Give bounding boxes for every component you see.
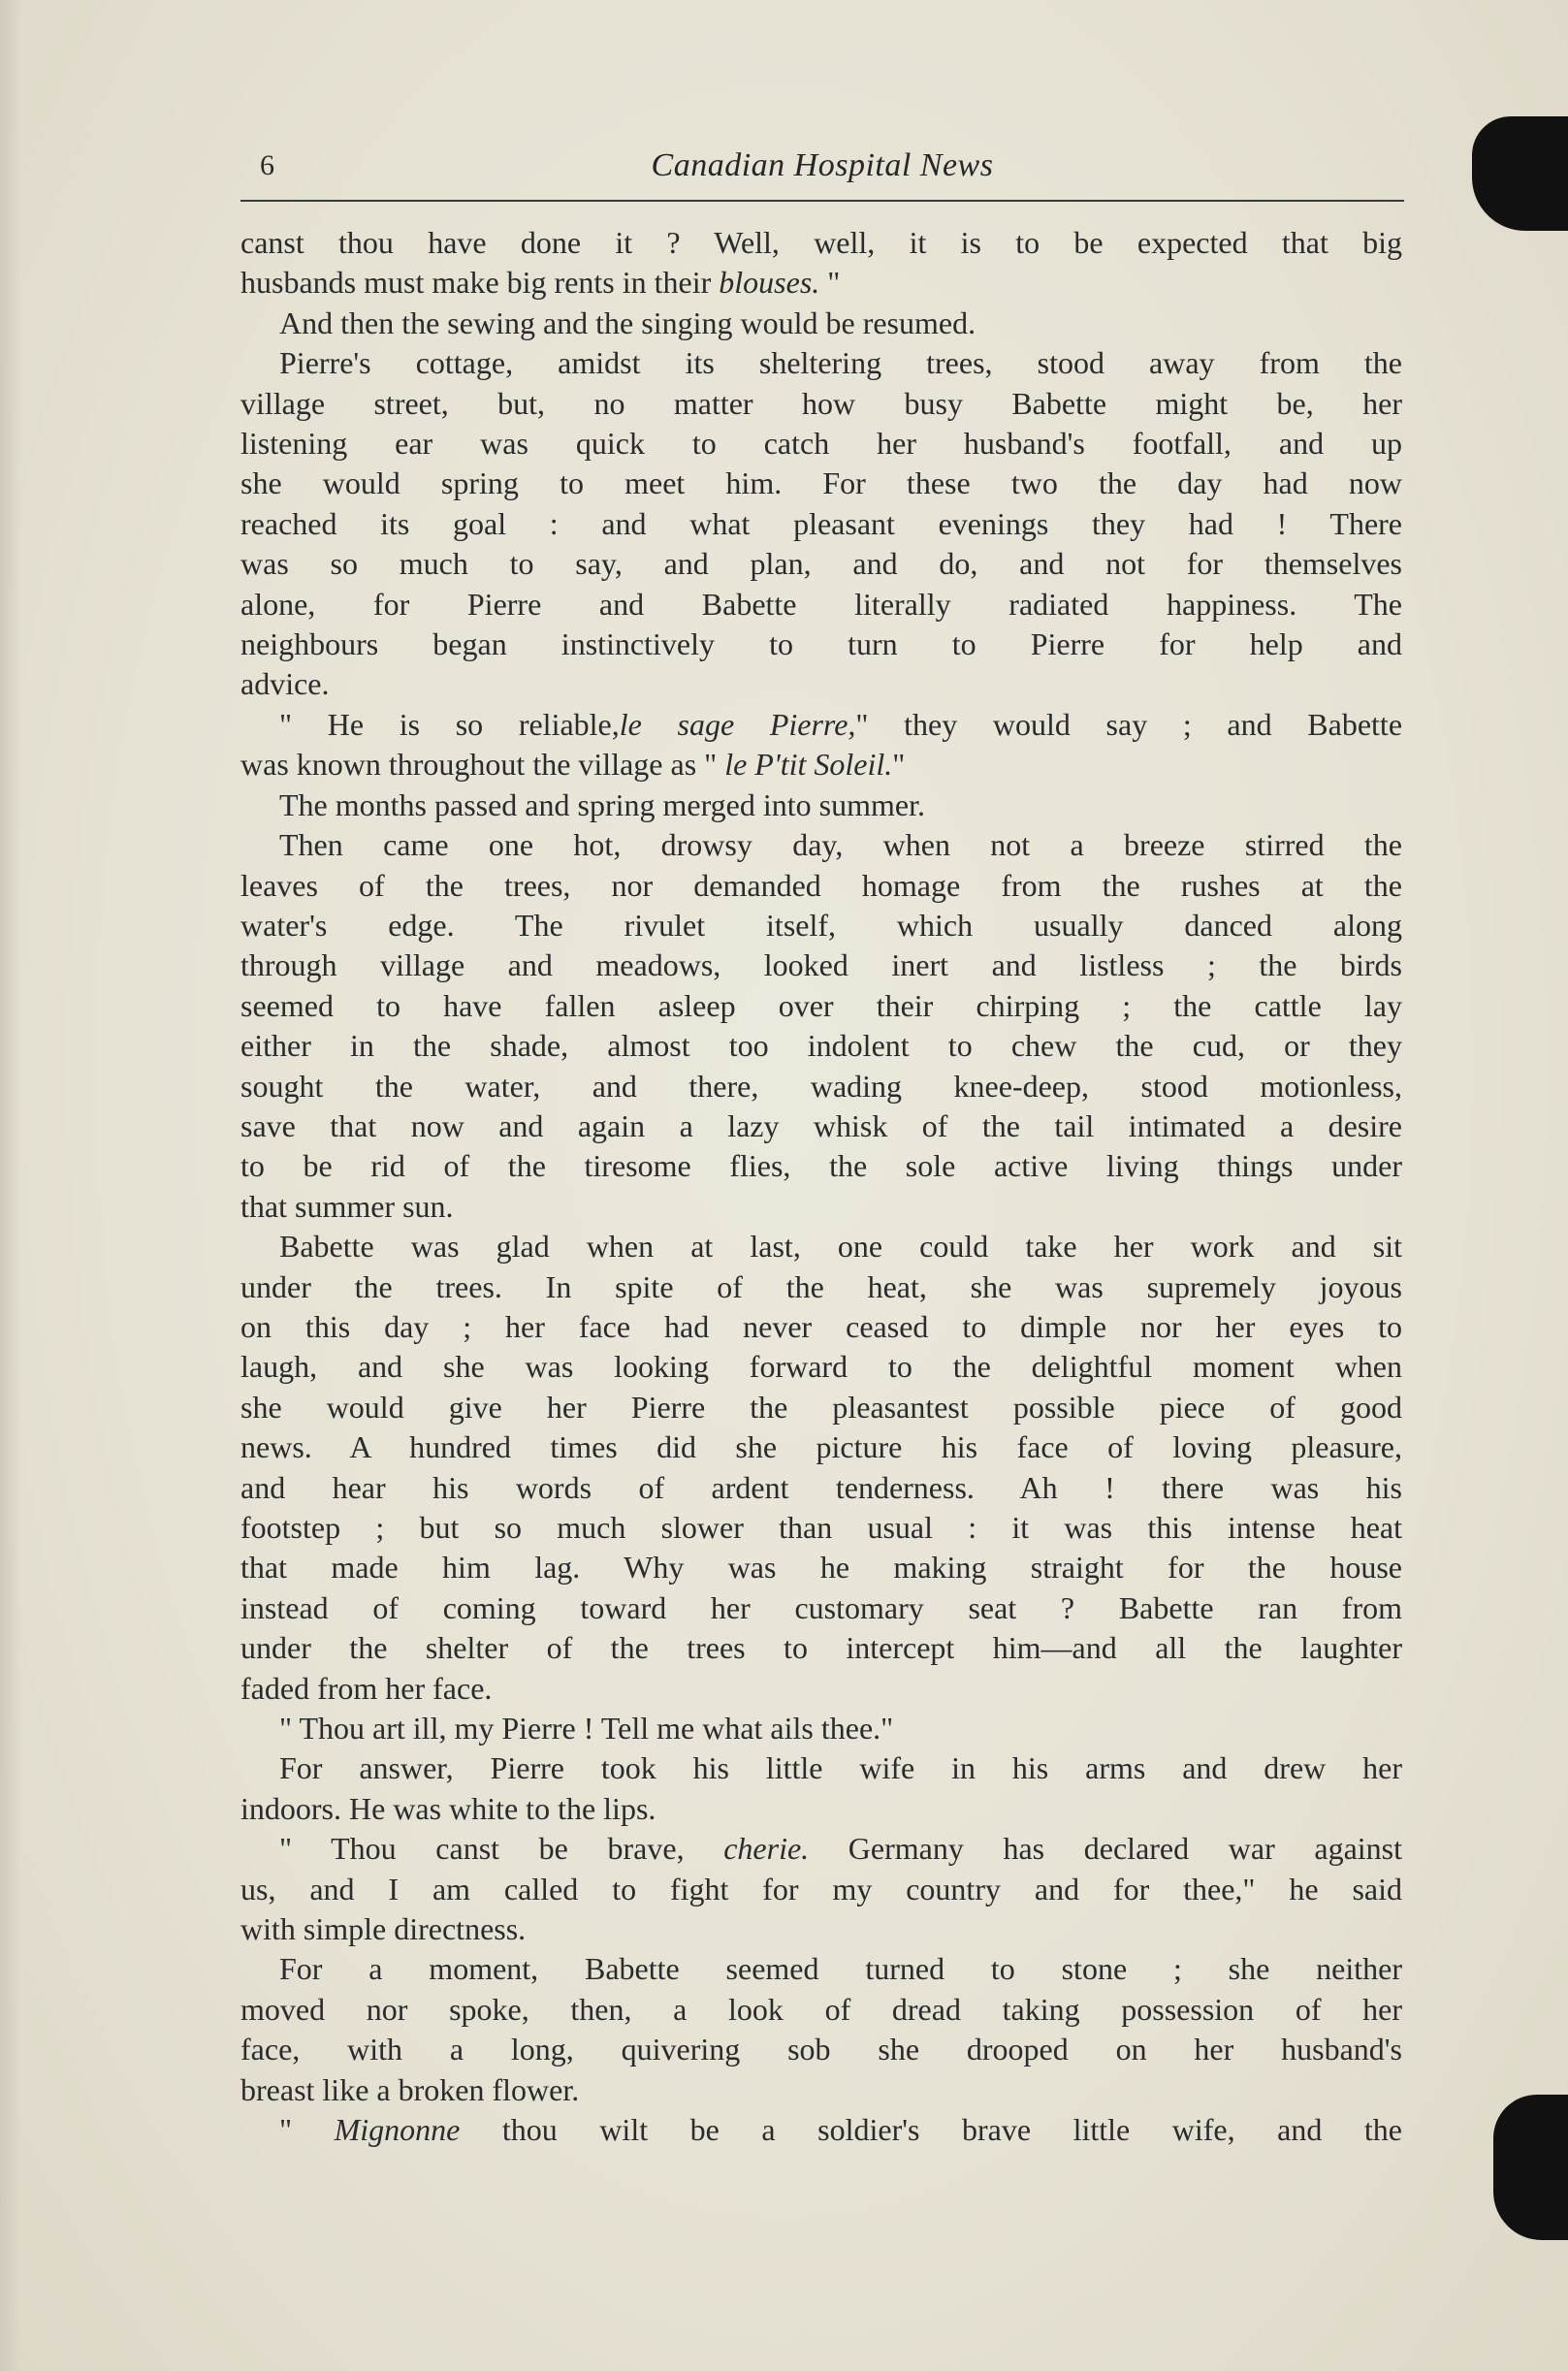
text-segment: " [279, 2112, 335, 2148]
text-line [240, 424, 1402, 464]
text-line [240, 504, 1402, 544]
italic-segment: Mignonne [334, 2112, 461, 2148]
text-segment: and hear his words of ardent tenderness. Ah ! there was his [240, 1469, 1402, 1505]
text-segment: " they would say ; and Babette [855, 706, 1403, 742]
text-segment: through village and meadows, looked inert and listless ; the birds [240, 947, 1402, 983]
text-segment: neighbours began instinctively to turn to Pierre for help and [240, 626, 1402, 662]
text-line [240, 1949, 1402, 1989]
text-segment: alone, for Pierre and Babette literally radiated happiness. The [240, 586, 1402, 622]
italic-segment: cherie. [723, 1831, 810, 1867]
text-line [240, 1067, 1402, 1106]
text-line [240, 1146, 1402, 1186]
text-segment: under the trees. In spite of the heat, she was supremely joyous [240, 1268, 1402, 1304]
text-line [240, 1468, 1402, 1508]
text-line [240, 1628, 1402, 1668]
text-segment: For a moment, Babette seemed turned to stone ; she neither [279, 1951, 1402, 1987]
text-segment: " He is so reliable, [279, 706, 620, 742]
text-line [240, 544, 1402, 584]
text-segment: face, with a long, quivering sob she drooped on her husband's [240, 2032, 1402, 2067]
text-segment: Pierre's cottage, amidst its sheltering trees, stood away from the [279, 345, 1402, 381]
text-line [240, 986, 1402, 1026]
text-segment: footstep ; but so much slower than usual : it was this intense heat [240, 1510, 1402, 1545]
text-segment: listening ear was quick to catch her husband's footfall, and up [240, 426, 1402, 462]
text-segment: Then came one hot, drowsy day, when not a breeze stirred the [279, 827, 1402, 863]
text-segment: reached its goal : and what pleasant evenings they had ! There [240, 505, 1402, 541]
text-line [240, 1909, 1402, 1949]
text-line [240, 1508, 1402, 1548]
text-segment: husbands must make big rents in their [240, 265, 720, 301]
text-line [240, 1388, 1402, 1427]
text-segment: laugh, and she was looking forward to the delightful moment when [240, 1349, 1402, 1385]
text-segment: that made him lag. Why was he making straight for the house [240, 1550, 1402, 1586]
text-segment: thou wilt be a soldier's brave little wife, and the [460, 2112, 1403, 2148]
text-segment: was known throughout the village as " [240, 747, 725, 783]
text-line [240, 825, 1402, 865]
text-line [240, 1748, 1402, 1788]
text-line [240, 866, 1402, 906]
body-text [240, 223, 1402, 2151]
text-segment: Germany has declared war against [809, 1831, 1403, 1867]
text-segment: " Thou canst be brave, [279, 1831, 724, 1867]
page-number: 6 [260, 149, 274, 181]
text-line [240, 1026, 1402, 1066]
italic-segment: blouses. [719, 265, 820, 301]
text-segment: was so much to say, and plan, and do, and not for themselves [240, 546, 1402, 582]
text-segment: under the shelter of the trees to intercept him—and all the laughter [240, 1630, 1402, 1666]
text-segment: news. A hundred times did she picture his face of loving pleasure, [240, 1429, 1402, 1465]
text-line [240, 1789, 1402, 1829]
text-segment: either in the shade, almost too indolent to chew the cud, or they [240, 1028, 1402, 1064]
text-line [240, 1709, 1402, 1748]
page-header [240, 144, 1404, 192]
text-segment: For answer, Pierre took his little wife in his arms and drew her [279, 1750, 1402, 1786]
text-segment: " [819, 265, 841, 301]
text-segment: advice. [240, 666, 330, 702]
text-line [240, 585, 1402, 625]
text-segment: instead of coming toward her customary seat ? Babette ran from [240, 1589, 1402, 1625]
text-line [240, 304, 1402, 343]
text-line [240, 343, 1402, 383]
binding-hole-bottom [1493, 2095, 1568, 2240]
text-segment: Babette was glad when at last, one could take her work and sit [279, 1229, 1402, 1265]
text-line [240, 945, 1402, 985]
text-line [240, 1427, 1402, 1467]
text-line [240, 625, 1402, 664]
running-title: Canadian Hospital News [651, 147, 994, 183]
text-segment: leaves of the trees, nor demanded homage from the rushes at the [240, 867, 1402, 903]
text-line [240, 1267, 1402, 1307]
text-line [240, 263, 1402, 303]
text-line [240, 2030, 1402, 2069]
text-line [240, 223, 1402, 263]
text-line [240, 2110, 1402, 2150]
text-line [240, 2070, 1402, 2110]
binding-hole-top [1472, 116, 1568, 231]
text-segment: sought the water, and there, wading knee-deep, stood motionless, [240, 1068, 1402, 1104]
text-segment: canst thou have done it ? Well, well, it is to be expected that big [240, 225, 1402, 260]
text-line [240, 664, 1402, 704]
text-line [240, 1187, 1402, 1227]
text-segment: that summer sun. [240, 1188, 454, 1224]
text-segment: she would give her Pierre the pleasantest possible piece of good [240, 1389, 1402, 1425]
text-segment: save that now and again a lazy whisk of the tail intimated a desire [240, 1107, 1402, 1143]
text-segment: with simple directness. [240, 1911, 527, 1947]
text-segment: The months passed and spring merged into summer. [279, 786, 925, 822]
text-line [240, 705, 1402, 745]
text-segment: us, and I am called to fight for my country and for thee," he said [240, 1871, 1402, 1906]
text-line [240, 785, 1402, 825]
text-line [240, 1307, 1402, 1347]
text-line [240, 1347, 1402, 1387]
text-segment: indoors. He was white to the lips. [240, 1790, 656, 1826]
text-segment: faded from her face. [240, 1670, 493, 1706]
text-segment: moved nor spoke, then, a look of dread taking possession of her [240, 1991, 1402, 2027]
text-segment: " [892, 747, 906, 783]
text-segment: village street, but, no matter how busy Babette might be, her [240, 385, 1402, 421]
text-segment: And then the sewing and the singing would be resumed. [279, 304, 976, 340]
italic-segment: le sage Pierre, [619, 706, 856, 742]
text-line [240, 1588, 1402, 1628]
text-line [240, 745, 1402, 785]
text-line [240, 1870, 1402, 1909]
text-segment: she would spring to meet him. For these two the day had now [240, 465, 1402, 501]
header-rule [240, 200, 1404, 202]
text-line [240, 1106, 1402, 1146]
text-segment: to be rid of the tiresome flies, the sole active living things under [240, 1148, 1402, 1184]
text-line [240, 464, 1402, 503]
text-segment: seemed to have fallen asleep over their chirping ; the cattle lay [240, 987, 1402, 1023]
text-line [240, 1669, 1402, 1709]
text-segment: water's edge. The rivulet itself, which usually danced along [240, 907, 1402, 943]
text-segment: breast like a broken flower. [240, 2071, 580, 2107]
text-line [240, 1990, 1402, 2030]
text-segment: " Thou art ill, my Pierre ! Tell me what ails thee." [279, 1711, 894, 1746]
text-line [240, 384, 1402, 424]
text-line [240, 1227, 1402, 1266]
text-line [240, 906, 1402, 945]
text-segment: on this day ; her face had never ceased to dimple nor her eyes to [240, 1308, 1402, 1344]
italic-segment: le P'tit Soleil. [724, 747, 893, 783]
text-line [240, 1548, 1402, 1587]
page-edge-shadow [0, 0, 21, 2371]
text-line [240, 1829, 1402, 1869]
